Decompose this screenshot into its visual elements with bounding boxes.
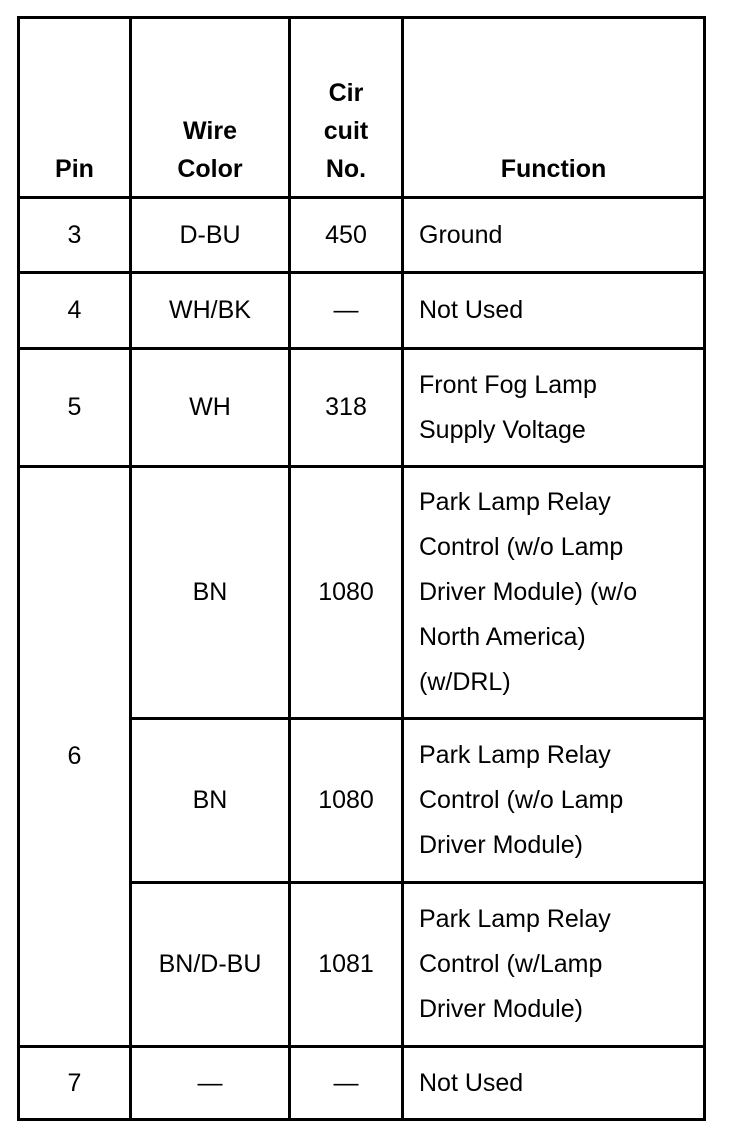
wire-color-cell: WH/BK [131,273,290,349]
circuit-cell: — [290,273,403,349]
function-cell: Park Lamp Relay Control (w/o Lamp Driver Module) [403,719,705,883]
pin-cell: 5 [19,349,131,467]
function-cell: Ground [403,198,705,273]
pin-cell: 6 [19,467,131,1047]
circuit-cell: — [290,1047,403,1120]
function-cell: Park Lamp Relay Control (w/o Lamp Driver Module) (w/o North America) (w/DRL) [403,467,705,719]
function-cell: Not Used [403,273,705,349]
wire-color-cell: BN [131,467,290,719]
table-row [19,1047,705,1120]
header-circuit-no: Cir cuit No. [290,18,403,198]
connector-pinout-table [17,16,706,1121]
table-row [19,467,705,719]
function-cell: Front Fog Lamp Supply Voltage [403,349,705,467]
function-cell: Park Lamp Relay Control (w/Lamp Driver Module) [403,883,705,1047]
pin-cell: 7 [19,1047,131,1120]
table-row [19,349,705,467]
wire-color-cell: WH [131,349,290,467]
wire-color-cell: BN [131,719,290,883]
wire-color-cell: BN/D-BU [131,883,290,1047]
wire-color-cell: D-BU [131,198,290,273]
header-function: Function [403,18,705,198]
pin-cell: 3 [19,198,131,273]
table-row [19,198,705,273]
circuit-cell: 1080 [290,719,403,883]
function-cell: Not Used [403,1047,705,1120]
header-row [19,18,705,198]
circuit-cell: 318 [290,349,403,467]
table-row [19,273,705,349]
circuit-cell: 450 [290,198,403,273]
circuit-cell: 1081 [290,883,403,1047]
header-pin: Pin [19,18,131,198]
circuit-cell: 1080 [290,467,403,719]
pin-cell: 4 [19,273,131,349]
header-wire-color: Wire Color [131,18,290,198]
wire-color-cell: — [131,1047,290,1120]
